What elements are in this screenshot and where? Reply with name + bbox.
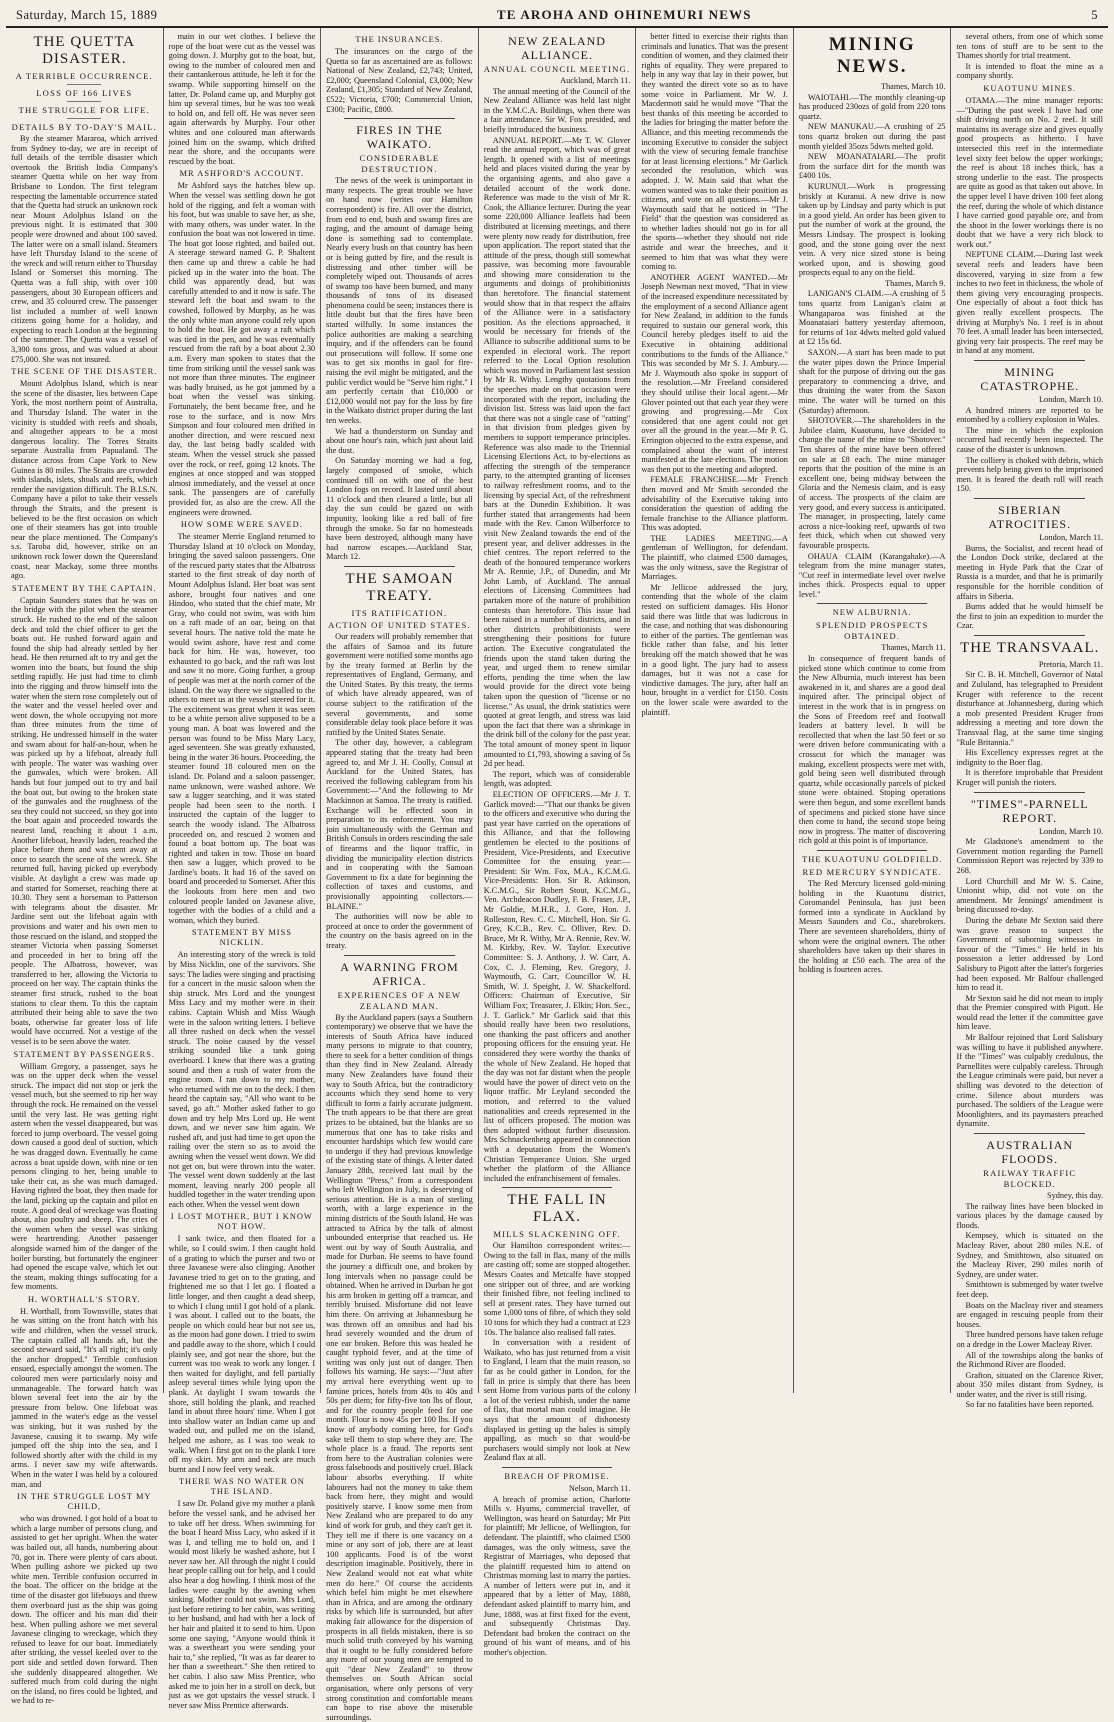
section-heading: I LOST MOTHER, BUT I KNOW NOT HOW. bbox=[169, 1212, 316, 1232]
headline-times-parnell: "TIMES"-PARNELL REPORT. bbox=[956, 797, 1103, 825]
divider bbox=[817, 603, 928, 604]
column-6 bbox=[794, 28, 952, 1393]
section-heading: STATEMENT BY MISS NICKLIN. bbox=[169, 928, 316, 948]
article-paragraph: Our readers will probably remember that the affairs of Samoa and its future government were notified some months ago by the treaty formed at Berlin by the representatives of England, Germany, and the United States. By this treaty, the terms of which have already appeared, was of course subject to the ratification of the several governments, and some considerable delay took place before it was ratified by the United States Senate. bbox=[326, 632, 473, 738]
dateline: London, March 10. bbox=[956, 827, 1103, 837]
dateline: Thames, March 10. bbox=[799, 82, 946, 92]
article-paragraph: Three hundred persons have taken refuge on a dredge in the Lower Macleay River. bbox=[956, 1330, 1103, 1349]
divider bbox=[817, 850, 928, 851]
headline-transvaal: THE TRANSVAAL. bbox=[956, 640, 1103, 657]
article-paragraph: LANIGAN'S CLAIM.—A crushing of 5 tons quartz from Lanigan's claim at Whangaparoa was finished at the Moanataiari battery yesterday afternoon, for returns of 1oz 4dwts melted gold valued at £2 15s 6d. bbox=[799, 289, 946, 347]
article-paragraph: ANOTHER AGENT WANTED.—Mr Joseph Newman next moved, "That in view of the increased expenditure necessitated by the employment of a second Alliance agent for New Zealand, in addition to the funds required to sustain our general work, this Council hereby pledges itself to aid the Executive in obtaining additional contributions to the funds of the Alliance." This was seconded by Mr S. J. Ambury.—Mr J. Waymouth also spoke in support of the resolution.—Mr Freeland considered they should utilise their local agent.—Mr Glover pointed out that each year they were growing and progressing.—Mr Cox considered that one agent could not get over all the ground in the year.—Mr P. G. Errington objected to the extra expense, and complained about the want of interest manifested at the late elections. The motion was then put to the meeting and adopted. bbox=[641, 273, 788, 474]
article-paragraph: His Excellency expresses regret at the indignity to the Boer flag. bbox=[956, 748, 1103, 767]
article-paragraph: In consequence of frequent bands of picked stone which continue to come from the New Alburnia, much interest has been awakened in it, and shares are a good deal inquired after. The principal object of interest in the work that is in progress on the Sons of Freedom reef and footwall leaders at battery level. It will be recollected that when the last 50 feet or so were driven before communicating with a crosscut for which the manager was making, excellent prospects were met with, gold being seen well distributed through quartz, while occasionally parcels of picked stone were obtained. Stoping operations were then begun, and some excellent bands of specimens and picked stone have since then come to hand, the second stope being now in progress. The matter of discovering rich gold at this point is of importance. bbox=[799, 654, 946, 846]
article-paragraph: FEMALE FRANCHISE.—Mr French then moved and Mr Smith seconded the advisability of the Executive taking into consideration the question of adding the female franchise to the Alliance platform. This was adopted. bbox=[641, 475, 788, 533]
page-number: 5 bbox=[1091, 8, 1098, 23]
article-paragraph: Burns, the Socialist, and recent head of the London Dock strike, declared at the meeting in Hyde Park that the Czar of Russia is a murder, and that he is primarily responsible for the horrible condition of affairs in Siberia. bbox=[956, 544, 1103, 602]
article-paragraph: By the steamer Mararoa, which arrived from Sydney to-day, we are in receipt of full details of the terrible disaster which overtook the British India Company's steamer Quetta while on her way from Brisbane to London. The first telegram respecting the lamentable occurrence stated that the Quetta had struck an unknown rock near Mount Adolphus Island on the previous night. It is estimated that 300 people were drowned and about 100 saved. The latter were on a small island. Steamers have left Thursday Island to the scene of the wreck and will return either to Thursday Island or Somerset this morning. The Quetta was a full ship, with over 100 passengers, about 30 European officers and crew, and 35 coloured crew. The passenger list included a number of well known citizens going home for a holiday, and expecting to reach London at the beginning of the summer. The Quetta was a vessel of 3,300 tons gross, and was valued at about £75,000. She was not insured. bbox=[11, 134, 158, 364]
article-paragraph: The colliery is choked with debris, which prevents help being given to the imprisoned men. It is feared the death roll will reach 150. bbox=[956, 456, 1103, 494]
article-paragraph: ELECTION OF OFFICERS.—Mr J. T. Garlick moved:—"That our thanks be given to the officers and executive who during the past year have carried on the operations of this Alliance, and that the following gentlemen be elected to the positions of President, Vice-Presidents, and Executive Committee for the ensuing year:—President: Sir Wm. Fox, M.A., K.C.M.G. Vice-Presidents: Hon. Sir R. Atkinson, K.C.M.G., Sir Robert Stout, K.C.M.G., Ven. Archdeacon Dudley, F. B. Fraser, J.P., Mr Goldie, M.H.R., J. Gore, Hon. J. Rolleston, Rev. C. C. Mitchell, Hon. Sir G. Grey, K.C.B., Rev. C. Olliver, Rev. D. Bruce, Mr R. Withy, Mr A. Rennie, Rev. W. M. Kirkby, Rev. W. Taylor. Executive Committee: S. J. Anthony, J. W. Carr, A. Cox, C. J. Fleming, Rev. Gregory, J. Waymouth, G. Carr, Councillor W. H. Smith, W. J. Speight, J. W. Shackelford. Officers: Chairman of Executive, Sir William Fox; Treasurer, J. Elkin; Hon. Sec., J. T. Garlick." Mr Garlick said that this should really have been two resolutions, one thanking the past officers and another proposing officers for the ensuing year. He considered they were worthy the thanks of the whole of New Zealand. He hoped that the day was not far distant when the people would have the power of direct veto on the liquor traffic. Mr Leyland seconded the motion, and referred to the valued nationalities and creeds represented in the list of officers proposed. The motion was then adopted without further discussion. Mrs Schnackenberg appeared in connection with a deputation from the Women's Christian Temperance Union. She urged whether the platform of the Alliance included the enfranchisement of females. bbox=[484, 790, 631, 1183]
article-paragraph: NEW MANUKAU.—A crushing of 25 tons quartz broken out during the past month yielded 35ozs 5dwts melted gold. bbox=[799, 122, 946, 151]
article-paragraph: By the Auckland papers (says a Southern contemporary) we observe that we have the interests of South Africa have induced many persons to migrate to that country, there to seek for a better condition of things than they find in New Zealand. Already many New Zealanders have found their way to South Africa, but the contradictory accounts which they send home to very difficult to form a fairly accurate judgment. The truth appears to be that there are great prizes to be obtained, but the blanks are so numerous that one has to take risks and encounter hardships which few would care to undergo if they had previous knowledge of the existing state of things. A letter dated January 28th, received last mail by the Wellington "Press," from a correspondent who left Wellington in July, is deserving of serious attention. He is a man of sterling worth, with a large experience in the mining districts of the South Island. He was attracted to Africa by the talk of almost unbounded enterprise that reached us. He went out by way of South Australia, and made for Durban. He seems to have found the journey a difficult one, and broken by long intervals when no passage could be obtained. When he arrived in Durban he got his arm broken in getting off a tramcar, and terribly bruised. Misfortune did not leave him there. On arriving at Johannesburg he was thrown off an omnibus and had his head severely wounded and the drum of one ear broken. Before this was healed he caught typhoid fever, and at the time of writing was only just out of danger. Then follows his warning. He says:—"Just after my arrival here everything went up to famine prices, hotels from 40s to 40s and 50s per diem; for fifty-five ton lbs of flour, and for the country people feed for one month. Flour is now 45s per 100 lbs. If you know of anybody coming here, for God's sake tell them to stop where they are. The whole place is a fraud. The reports sent from here to the Australian colonies were gross falsehoods and positively cruel. Black labour absorbs everything. If white labourers had not the money to take them back from here, they might and would positively starve. I know some men from New Zealand who are prepared to do any kind of work for grub, and they can't get it. They tell me if there is one vacancy on a mine or any sort of job, there are at least 100 applicants. Food is of the worst description imaginable. Positively, there in New Zealand would not eat what white men do here." Of course the accidents which befel him might be met elsewhere than in Africa, and are among the ordinary risks by which life is surrounded, but after making fair allowance for the dispersion of prospects in all fields mistaken, there is so much solid truth conveyed by his warning that it ought to be fully considered before any more of our young men are tempted to quit "dear New Zealand" to throw themselves on South African social organisation, where only persons of very strong constitution and comfortable means can hope to rise above the miserable surroundings. bbox=[326, 1013, 473, 1722]
headline-alliance: NEW ZEALAND ALLIANCE. bbox=[484, 34, 631, 62]
headline-alburnia: NEW ALBURNIA. bbox=[799, 608, 946, 618]
article-paragraph: Mr Jellicoe addressed the jury, contending that the whole of the claim rested on sufficient damages. His Honor said there was little that was ludicrous in the case, and nothing that was dishonouring to either of the parties. The gentleman was fickle rather than false, and his letter breaking off the match showed that he was in a good light. The jury had to assess damages, but it was not a case for vindictive damages. The jury, after half an hour, brought in a verdict for £150. Costs on the lower scale were awarded to the plaintiff. bbox=[641, 583, 788, 717]
article-paragraph: better fitted to exercise their rights than criminals and lunatics. That was the present condition of women, and they claimed their rights of equality. They were prepared to help in any way that lay in their power, but they wanted the direct vote so as to have some voice in Parliament. Mr W. J. Macdermott said he would move "That the best thanks of this meeting be accorded to the ladies for bringing the matter before the Alliance, and this meeting recommends the incoming Executive to consider the subject with the view of securing female franchise for at least licensing elections." Mr Garlick seconded the resolution, which was adopted. J. W. Main said that what the women wanted was to take their position as citizens, and vote on all questions.—Mr J. Waymouth said that he noticed in "The Field" that the question was considered as to whether ladies should not go in for all the sports—whether they should not ride astride and wear the breeches, and it seemed to him that was what they were coming to. bbox=[641, 32, 788, 272]
column-4 bbox=[479, 28, 637, 1393]
article-paragraph: main in our wet clothes. I believe the rope of the boat were cut as the vessel was going down. J. Murphy got to the boat, but, owing to the number of coloured men and their cantankerous attitude, he left it for the swamp. While supporting himself on the latter, Dr. Poland came up, and Murphy got him up several times, but he was too weak to hold on, and fell off. He was never seen again afterwards by Murphy. Four other whites and one coloured man afterwards joined him on the swamp, which drifted near the shore, and the occupants were rescued by the boat. bbox=[169, 32, 316, 166]
dateline: Thames, March 9. bbox=[799, 279, 946, 289]
article-paragraph: Boats on the Macleay river and steamers are engaged in rescuing people from their houses. bbox=[956, 1301, 1103, 1330]
dateline: Sydney, this day. bbox=[956, 1191, 1103, 1201]
column-5 bbox=[636, 28, 794, 1393]
headline-breach: BREACH OF PROMISE. bbox=[484, 1472, 631, 1482]
divider bbox=[344, 955, 455, 956]
column-3 bbox=[321, 28, 479, 1393]
article-paragraph: Lord Churchill and Mr W. S. Caine, Unionist whip, did not vote on the amendment. Mr Jennings' amendment is being discussed to-day. bbox=[956, 877, 1103, 915]
columns bbox=[6, 28, 1108, 1393]
article-paragraph: OHAUA CLAIM (Karangahake).—A telegram from the mine manager states, "Cut reef in intermediate level over twelve inches thick. Prospects equal to upper level." bbox=[799, 552, 946, 600]
article-paragraph: Grafton, situated on the Clarence River, about 350 miles distant from Sydney, is under water, and the river is still rising. bbox=[956, 1371, 1103, 1400]
subhead: ACTION OF UNITED STATES. bbox=[326, 620, 473, 631]
headline-mining-news: MINING NEWS. bbox=[799, 34, 946, 78]
column-1 bbox=[6, 28, 164, 1393]
section-heading: THERE WAS NO WATER ON THE ISLAND. bbox=[169, 1477, 316, 1497]
subhead: RED MERCURY SYNDICATE. bbox=[799, 867, 946, 878]
dateline: London, March 10. bbox=[956, 395, 1103, 405]
section-heading: THE SCENE OF THE DISASTER. bbox=[11, 367, 158, 377]
headline-africa: A WARNING FROM AFRICA. bbox=[326, 960, 473, 988]
divider bbox=[67, 101, 101, 102]
section-heading: STATEMENT BY THE CAPTAIN. bbox=[11, 584, 158, 594]
article-paragraph: SAXON.—A start has been made to put the water pipes down the Prince Imperial shaft for the purpose of driving out the gas preparatory to commencing a drive, and thus draining the water from the Saxon mine. The water will be turned on this (Saturday) afternoon. bbox=[799, 348, 946, 415]
subhead: ITS RATIFICATION. bbox=[326, 608, 473, 619]
article-paragraph: Mr Gladstone's amendment to the Government motion regarding the Parnell Commission Report was rejected by 339 to 268. bbox=[956, 837, 1103, 875]
headline-quetta: THE QUETTA DISASTER. bbox=[11, 34, 158, 68]
article-paragraph: William Gregory, a passenger, says he was on the upper deck when the vessel struck. The impact did not stop or jerk the vessel much, but she seemed to rip her way through the rock. He remained on the vessel until the very last. He was getting right astern when the vessel disappeared, but was forced to jump overboard. The vessel going down caused a good deal of suction, which he was dragged down. Eventually he came across a boat upside down, with nine or ten persons clinging to her, being unable to take their cat, as she was much damaged. Having righted the boat, they then made for the land, picking up the captain and pilot en route. A good deal of wreckage was floating about, also poultry and sheep. The cries of the women when the vessel was sinking were heartrending. Another passenger alongside warned him of the danger of the boiler bursting, but fortunately the engineer had opened the escape valve, which let out the steam, making things suffocating for a few moments. bbox=[11, 1062, 158, 1292]
subhead: RAILWAY TRAFFIC BLOCKED. bbox=[956, 1168, 1103, 1190]
section-heading: H. WORTHALL'S STORY. bbox=[11, 1295, 158, 1305]
article-paragraph: The annual meeting of the Council of the New Zealand Alliance was held last night in the Y.M.C.A. Buildings, when there was a fair attendance. Sir W. Fox presided, and briefly introduced the business. bbox=[484, 87, 631, 135]
article-paragraph: So far no fatalities have been reported. bbox=[956, 1400, 1103, 1410]
divider bbox=[974, 498, 1085, 499]
dateline: London, March 11. bbox=[956, 533, 1103, 543]
section-heading: MR ASHFORD'S ACCOUNT. bbox=[169, 169, 316, 179]
article-paragraph: The other day, however, a cablegram appeared stating that the treaty had been agreed to, and Mr J. H. Coolly, Consul at Auckland for the United States, has received the following cablegram from his Government:—"And the following to Mr Mackinnon at Samoa. The treaty is ratified. Exchange will be effected soon in preparation to its enforcement. You may join simultaneously with the German and British Consuls in orders rescinding the sale of firearms and the liquor traffic, in dividing the municipality election districts and in cooperating with the Samoan Government to fix a date for beginning the collection of taxes and customs, and provisionally appointing collectors.—BLAINE." bbox=[326, 738, 473, 911]
article-paragraph: SHOTOVER.—The shareholders in the Jubilee claim, Kuaotunu, have decided to change the name of the mine to "Shotover." Ten shares of the mine have been offered on sale at £8 each. The mine manager reports that the position of the mine is an excellent one, being midway between the Gloria and the Nemesis claim, and is easy of access. The prospects of the claim are very good, and every success is anticipated. The manager, in prospecting, lately came across a nice-looking reef, upwards of two feet thick, which when cut showed very favourable prospects. bbox=[799, 416, 946, 550]
dateline: Pretoria, March 11. bbox=[956, 660, 1103, 670]
divider bbox=[344, 118, 455, 119]
article-paragraph: Kempsey, which is situated on the Macleay River, about 280 miles N.E. of Sydney, and Smithtown, also situated on the Macleay River, 290 miles north of Sydney, are under water. bbox=[956, 1231, 1103, 1279]
article-paragraph: The authorities will now be able to proceed at once to order the government of the country on the basis agreed on in the treaty. bbox=[326, 912, 473, 950]
divider bbox=[974, 360, 1085, 361]
section-heading: HOW SOME WERE SAVED. bbox=[169, 520, 316, 530]
article-paragraph: Mount Adolphus Island, which is near the scene of the disaster, lies between Cape York, the most northern point of Australia, and Thursday Island. The water in the vicinity is studded with reefs and shoals, and altogether appears to be a most dangerous locality. The Torres Straits separate Australia from Papualand. The distance across from Cape York to New Guinea is 80 miles. The Straits are crowded with islands, islets, shoals and reefs, which render the navigation difficult. The B.I.S.N. Company have a pilot to take their vessels through the Straits, and the present is believed to be the first occasion on which one of their steamers has got into trouble near the place mentioned. The Company's s.s. Taroba did, however, strike on an unknown rock lower down the Queensland coast, near Mackay, some three months ago. bbox=[11, 379, 158, 580]
article-paragraph: Mr Ashford says the hatches blew up. When the vessel was settling down he got hold of the rigging, and felt a woman with his foot, but was unable to save her, as she, with many others, was under water. In the confusion the boat was not lowered in time. The boat got loose righted, and bailed out. A steerage steward named G. P. Shaltent then came up and threw a cable he had picked up in the water into the boat. The child was apparently dead, but was carefully attended to and it now is safe. The steward left the boat and swam to the cowshed, followed by Murphy, as he was the only white man anyone could rely upon to hold the boat. He got away a raft which was tied in the pen, and he was eventually rescued from the raft by a boat about 2.30 a.m. Every man spoken to states that the time from striking until the vessel sank was not more than three minutes. The engineer was badly bruised, as he got jammed by a boat when the vessel was sinking. Fortunately, the bent became free, and he rose to the surface, and is now Mrs Simpson and four coloured men drifted in another direction, and were rescued next day, the last being badly scalded with steam. When the vessel struck she passed over the rock, or reef, going 12 knots. The engines at once stopped and was stopped almost immediately, and the vessel at once sank. The passengers are of carefully provided for, as also are the crew. All the engineers were drowned. bbox=[169, 181, 316, 517]
article-paragraph: On Saturday morning we had a fog, largely composed of smoke, which continued till on with one of the best London fogs on record. It lasted until about 11 o'clock and then cleared a little, but all day the sun could be gazed on with impunity, looking like a red ball of fire through the smoke. So far no homesteads have been destroyed, although many have had narrow escapes.—Auckland Star, March 12. bbox=[326, 456, 473, 562]
article-paragraph: A hundred miners are reported to be entombed by a colliery explosion in Wales. bbox=[956, 406, 1103, 425]
section-heading: STATEMENT BY PASSENGERS. bbox=[11, 1050, 158, 1060]
article-paragraph: An interesting story of the wreck is told by Miss Nicklin, one of the survivors. She says: The ladies were singing and practising for a concert in the music saloon when the ship struck. Mrs Lord and the youngest Miss Lacy and my mother were in their cabins. Captain Whish and Miss Waugh were in the saloon writing letters. I believe all three rushed on deck when the vessel struck. The noise caused by the vessel striking sounded like a tank going overboard. I knew that there was a grating sound and then a rush of water from the engine room. I ran down to my mother, who returned with me on to the deck. I then heard the captain say, "All who want to be saved, go aft." Mother asked father to go down and try help Mrs Lord up. He went down, and we never saw him again. We rushed aft, and just had time to get upon the railing over the stern so as to avoid the awning when the vessel went down. We did not get on, but were thrown into the water. The vessel went down suddenly at the last moment, leaving nearly 200 people all huddled together in the water trending upon each other. When the vessel went down bbox=[169, 950, 316, 1209]
article-paragraph: Mr Sexton said he did not mean to imply that the Premier conspired with Pigott. He would read the letter if the committee gave him leave. bbox=[956, 994, 1103, 1032]
divider bbox=[502, 1187, 613, 1188]
article-paragraph: The news of the week is unimportant in many respects. The great trouble we have on hand now (writes our Hamilton correspondent) is fire. All over the district, from end to end, bush and swamp fires are raging, and the amount of damage being done is something sad to contemplate. Nearly every bush on that country has been or is being gutted by fire, and the result is distressing and other timber will be completely wiped out. Thousands of acres of swamp too have been burned, and many thousands of tons of its diseased phenomena could be seen; instances there is little doubt but that the fires have been started wilfully. In some instances the police authorities are making a searching inquiry, and if the offenders can be found out prosecutions will follow. If some one was to get six months in gaol for fire-raising the evil might be mitigated, and the public verdict would be "Serve him right." I am perfectly certain that £10,000 or £12,000 would not pay for the loss by fire in the Waikato district proper during the last ten weeks. bbox=[326, 176, 473, 425]
article-paragraph: who was drowned. I got hold of a boat to which a large number of persons clung, and assisted to get her upright. When the water was bailed out, all hands, numbering about 70, got in. There were plenty of cars about. When pulling ashore we picked up two white men. Terrible confusion occurred in the boat. The officer on the bridge at the time of the disaster got lifebuoys and threw them overboard just as the ship was going down. The officer and his man did their best. When pulling ashore we met several Javanese clinging to wreckage, which they refused to leave for our boat. Immediately after striking, the vessel keeled over to the port side and settled down forward. Then she suddenly disappeared altogether. We suffered much from cold during the night on the island, no fires could be lighted, and we had to re- bbox=[11, 1514, 158, 1706]
article-paragraph: The report, which was of considerable length, was adopted. bbox=[484, 770, 631, 789]
dateline: Nelson, March 11. bbox=[484, 1484, 631, 1494]
article-paragraph: several others, from one of which some ten tons of stuff are to be sent to the Thames shortly for trial treatment. bbox=[956, 32, 1103, 61]
subhead: LOSS OF 166 LIVES bbox=[11, 88, 158, 99]
article-paragraph: Smithtown is submerged by water twelve feet deep. bbox=[956, 1280, 1103, 1299]
divider bbox=[502, 1467, 613, 1468]
headline-siberian: SIBERIAN ATROCITIES. bbox=[956, 503, 1103, 531]
divider bbox=[67, 84, 101, 85]
article-paragraph: It is therefore improbable that President Kruger will punish the rioters. bbox=[956, 768, 1103, 787]
article-paragraph: KURUNUI.—Work is progressing briskly at Kuranui. A new drive is now taken up by Lindsay and party which is put in a good yield. An order has been given to put the number of work at the ground, the Messrs Lindsay. The prospect is looking good, and the stone going over the next vein. A very nice sized stone is being worked upon, and is showing good prospects equal to any on the field. bbox=[799, 182, 946, 278]
divider bbox=[344, 566, 455, 567]
column-7 bbox=[951, 28, 1108, 1393]
headline-catastrophe: MINING CATASTROPHE. bbox=[956, 365, 1103, 393]
article-paragraph: Burns added that he would himself be the first to join an expedition to murder the Czar. bbox=[956, 602, 1103, 631]
issue-date: Saturday, March 15, 1889 bbox=[16, 8, 157, 23]
dateline: Thames, March 11. bbox=[799, 643, 946, 653]
divider bbox=[974, 1133, 1085, 1134]
section-heading: THE INSURANCES. bbox=[326, 35, 473, 45]
article-paragraph: It is intended to float the mine as a company shortly. bbox=[956, 62, 1103, 81]
subhead: EXPERIENCES OF A NEW ZEALAND MAN. bbox=[326, 990, 473, 1012]
paper-title: TE AROHA AND OHINEMURI NEWS bbox=[497, 7, 752, 23]
article-paragraph: The mine in which the explosion occurred had recently been inspected. The cause of the disaster is unknown. bbox=[956, 426, 1103, 455]
article-paragraph: Our Hamilton correspondent writes:—Owing to the fall in flax, many of the mills are casting off; some are stopped altogether. Messrs Coates and Metcalfe have stopped one stripper out of three, and are working their finished fibre, not feeling inclined to sell at present rates. They have turned out some 1,000 tons of fibre, of which they sold 10 tons for which they had a contract at £23 10s. The balance also realised fall rates. bbox=[484, 1241, 631, 1337]
section-heading: IN THE STRUGGLE LOST MY CHILD, bbox=[11, 1492, 158, 1512]
article-paragraph: Captain Saunders states that he was on the bridge with the pilot when the steamer struck. He rushed to the end of the saloon deck and told the chief officer to get the boats out. He rushed forward again and found the ship had already settled by her head. He then returned aft to try and get the women into the boats, but found the ship settling rapidly. He just had time to climb into the rigging and throw himself into the water when the stern rose completely out of the water and the vessel heeled over and went down, the whole occupying not more than three minutes from the time of striking. He undressed himself in the water and swam about for half-an-hour, when he was picked up by a lifeboat, already full with people. The water was washing over the gunwales, which were broken. All hands but four jumped out to try and bail the boat out, but owing to the broken state of the gunwales and the roughness of the sea they could not succeed, so they got into the boat again and proceeded towards the nearest land, reaching it about 1 a.m. Another lifeboat, heavily laden, reached the place before them and was sent away at once to search the scene of the wreck. She returned full, having picked up everybody visible. At daylight a crew was made up and started for Somerset, reaching there at 10.30. They sent a horseman to Patterson with telegrams about the disaster. Mr Jardine sent out the lifeboat again with provisions and water and his own men to those rescued on the island, and stopped the steamer Victoria when passing Somerset and proceeded in her to bring off the people. The Albatross, however, was transferred to her, allowing the Victoria to proceed on her way. The captain thinks the steamer first struck, rushed to the boat stations to clear them. To this the captain attributed their being able to save the two boats, otherwise far greater loss of life would have occurred. Not a vestige of the vessel is to be seen above the water. bbox=[11, 596, 158, 1047]
article-paragraph: ANNUAL REPORT.—Mr T. W. Glover read the annual report, which was of great length. It opened with a list of meetings held and places visited during the year by the organising agents, and also gave a detailed account of the work done. Reference was made to the visit of Mr R. Cook, the Alliance lecturer. During the year some 220,000 Alliance leaflets had been distributed at licensing meetings, and there were plenty now ready for distribution, free upon application. The report stated that the attitude of the press, though still somewhat passive, was becoming more favourable and showing more consideration to the arguments and doings of prohibitionists than heretofore. The financial statement would show that in that respect the affairs of the Alliance were in a satisfactory position. As the elections approached, it would be necessary for friends of the Alliance to subscribe additional sums to be expended in electoral work. The report referred to the Local Option resolution which was moved in Parliament last session by Mr R. Withy. Lengthy quotations from the speeches made on that occasion were incorporated with the report, including the division list. Stress was laid upon the fact that there was not a single case of "ratting" in that division from pledges given by members to support temperance principles. Reference was also made to the Triennial Licensing Elections Act, to by-elections as affecting the strength of the temperance party, to the attempted granting of licenses to railway refreshment rooms, and to the licensing by special Act, of the refreshment bars at the Dunedin Exhibition. It was further stated that arrangements had been made with the Rev. Canon Wilberforce to visit New Zealand towards the end of the present year, and deliver addresses in the chief centres. The report referred to the death of the honoured temperance workers Mr A. Rennie, J.P., of Dunedin, and Mr John Lamb, of Auckland. The annual elections of Licensing Committees had partaken more of the nature of prohibition contests than heretofore. This issue had been raised in a number of districts, and in other districts prohibitionists were strengthening their positions for future action. The Executive congratulated the friends upon the stand taken during the year, and urged them to renew similar efforts, pending the time when the law would provide for the direct vote being taken upon the question of "license or no license." As usual, the drink statistics were quoted at great length, and stress was laid upon the fact that there was a shrinkage in the drink bill of the colony for the past year. The total amount of money spent in liquor amounted to £1,793, showing a saving of 5s 2d per head. bbox=[484, 136, 631, 769]
divider bbox=[974, 792, 1085, 793]
article-paragraph: The steamer Merrie England returned to Thursday Island at 10 o'clock on Monday, bringing the saved saloon passengers. One of the rescued party states that the Albatross started to the first streak of day north of Mount Adolphus Island. Her boat was sent ashore, brought four natives and one Hindoo, who stated that the chief mate, Mr Gray, who could not swim, was with him on a raft made of an oar, being on that several hours. The native told the mate he would swim ashore, have rest and come back for him. He was, however, too exhausted to go back, and the raft was lost and saw it no more. Going further, a group of people was met at the north corner of the island. On the way there we signalled to the others to meet us at the vessel steered for it. The excitement was great when it was seen to be a white person alive supposed to be a young man. A boat was lowered and the person was found to be Miss Mary Lacy, aged seventeen. She was greatly exhausted, being in the water 36 hours. Proceeding, the steamer found 18 coloured men on the island. Dr. Poland and a saloon passenger, name unknown, were washed ashore. We saw a lugger searching, and it was stated people had been seen to the north. I instructed the captain of the lugger to search the woody island. The Albatross proceeded on, and rescued 2 women and found a boat bottom up. The boat was righted and taken in tow. Those on board then saw a lugger, which proved to be Jardine's boats. It had 16 of the saved on board and proceeded to Somerset. After this the lookouts from here men and two coloured people landed on Javanese alive, together with the bodies of a child and a woman, which they buried. bbox=[169, 532, 316, 925]
subhead: CONSIDERABLE DESTRUCTION. bbox=[326, 153, 473, 175]
headline-fires: FIRES IN THE WAIKATO. bbox=[326, 123, 473, 151]
article-paragraph: In conversation with a resident of Waikato, who has just returned from a visit to England, I learn that the main reason, so far as he could gather in London, for the fall in price is simply that there has been sent Home from various parts of the colony a lot of the veriest rubbish, under the name of flax, that mortal man could imagine. He says that the amount of dishonesty displayed in getting up the bales is simply appalling, as much so that would-be purchasers would simply not look at New Zealand flax at all. bbox=[484, 1338, 631, 1463]
headline-samoan: THE SAMOAN TREATY. bbox=[326, 571, 473, 605]
article-paragraph: Sir C. B. H. Mitchell, Governor of Natal and Zululand, has telegraphed to President Kruger with reference to the recent disturbance at Johannesberg, during which a mob presented President Kruger from addressing a meeting and tore down the Transvaal flag, at the same time singing "Rule Britannia." bbox=[956, 670, 1103, 747]
subhead: THE STRUGGLE FOR LIFE. bbox=[11, 105, 158, 116]
article-paragraph: All of the townships along the banks of the Richmond River are flooded. bbox=[956, 1351, 1103, 1370]
column-2 bbox=[164, 28, 322, 1393]
article-paragraph: THE LADIES MEETING.—A gentleman of Wellington, for defendant. The plaintiff, who claimed £500 damages, was the only witness, save the Registrar of Marriages. bbox=[641, 534, 788, 582]
subhead: SPLENDID PROSPECTS OBTAINED. bbox=[799, 620, 946, 642]
article-paragraph: I saw Dr. Poland give my mother a plank before the vessel sank, and he advised her to take off her dress. When swimming for the boat I heard Miss Lacy, who asked if it was I, and telling me to hold on, and I would most likely be washed ashore, but I never saw her. All through the night I could hear people calling out for help, and I could also hear a dog howling. I think most of the ladies were caught by the awning when sinking. Mother could not swim. Mrs Lord, just before retiring to her cabin, was writing to her husband, and had with her a lock of her hair and plaited it to send to him. Upon some one saying, "Anyone would think it was a sweetheart you were sending your hair to," she replied, "It was as far dearer to her than a sweetheart." She then retired to her cabin. I also saw Miss Prentice, who asked me to join her in a stroll on deck, but just as we got upstairs the vessel struck. I never saw Miss Prentice afterwards. bbox=[169, 1499, 316, 1710]
article-paragraph: Mr Balfour rejoined that Lord Salisbury was willing to have it published anywhere. If the "Times" was culpably credulous, the Parnellites were culpably careless. Through the League criminals were paid, but never a shilling was devoted to the detection of crime. Silence about murders was purchased. The soldiers of the League were Moonlighters, and its paymasters preached dynamite. bbox=[956, 1033, 1103, 1129]
headline-flax: THE FALL IN FLAX. bbox=[484, 1192, 631, 1226]
article-paragraph: During the debate Mr Sexton said there was grave reason to suspect the Government of suborning witnesses in favour of the "Times." He held in his possession a letter addressed by Lord Salisbury to Pigott after the latter's forgeries had been exposed. Mr Balfour challenged him to read it. bbox=[956, 916, 1103, 993]
subhead: DETAILS BY TO-DAY'S MAIL. bbox=[11, 122, 158, 133]
divider bbox=[974, 635, 1085, 636]
article-paragraph: The insurances on the cargo of the Quetta so far as ascertained are as follows: National of New Zealand, £2,743; United, £2,000; Queensland Colonial, £3,000; New Zealand, £1,305; Standard of New Zealand, £522; Victoria, £700; Commercial Union, £300; Pacific, £800. bbox=[326, 47, 473, 114]
section-heading: KUAOTUNU MINES. bbox=[956, 84, 1103, 94]
article-paragraph: OTAMA.—The mine manager reports:—"During the past week I have had one shift driving north on No. 2 reef. It still maintains its average size and gives equally good prospects as hitherto. I have intersected this reef in the intermediate level sixty feet below the upper workings; the reef is about 18 inches thick, has a strong underlie to the east. The prospects are quite as good as that taken out above. In the upper level I have driven 100 feet along the reef, during the whole of which distance I have carried good payable ore, and from the shoot in the lower workings there is no doubt that we have a very rich block to work out." bbox=[956, 96, 1103, 250]
article-paragraph: A breach of promise action, Charlotte Mills v. Hyams, commercial traveller, of Wellington, was heard on Saturday; Mr Pitt for plaintiff; Mr Jellicoe, of Wellington, for defendant. The plaintiff, who claimed £500 damages, was the only witness, save the Registrar of Marriages, who deposed that the plaintiff requested him to attend on Christmas morning last to marry the parties. A number of letters were put in, and it appeared that by a letter of May, 1888, defendant asked plaintiff to marry him, and June, 1888, was at first fixed for the event, and subsequently Christmas Day. Defendant had broken the contract on the ground of his want of means, and of his mother's objection. bbox=[484, 1495, 631, 1658]
masthead bbox=[6, 4, 1108, 28]
article-paragraph: I sank twice, and then floated for a while, so I could swim. I then caught hold of a grating to which the purser and two or three Javanese were also clinging. Another Javanese tried to get on to the grating, and frightened me so that I let go. I floated a little longer, and then caught a dead sheep, to which I clung until I got hold of a plank. I was about. I called out to the boats, the people on which could hear but not see us, as the moon had gone down. I tried to swim and paddle away to the shore, which I could plainly see, and got near the shore, but the current was too weak to work any longer. I then waited for daylight, and fell partially asleep several times while lying upon the plank. At daylight I swam towards the shore, still holding the plank, and reached land in about three hours' time. When I got into shallow water an Indian came up and waded out, and pulled me on the island, helped me ashore, as I was too weak to walk. When I first got on to the plank I tore off my skirt. My arm and neck are much burnt and I now feel very weak. bbox=[169, 1234, 316, 1474]
subhead: ANNUAL COUNCIL MEETING. bbox=[484, 64, 631, 75]
article-paragraph: The railway lines have been blocked in various places by the damage caused by floods. bbox=[956, 1202, 1103, 1231]
headline-kuaotunu: THE KUAOTUNU GOLDFIELD. bbox=[799, 855, 946, 865]
article-paragraph: We had a thunderstorm on Sunday and about one hour's rain, which just about laid the dust. bbox=[326, 427, 473, 456]
article-paragraph: H. Worthall, from Townsville, states that he was sitting on the front hatch with his wife and children, when the vessel struck. The captain called all hands aft, but the second steward said, "It's all right; it's only the anchor dropped." Terrible confusion ensued, especially amongst the women. The coloured men were particularly noisy and unmanageable. The forward hatch was blown several feet into the air by the pressure from below. One lifeboat was jammed in the water's edge as the vessel was sinking, but it was rushed by the Javanese, causing it to swamp. My wife jumped off the ship into the sea, and I followed shortly after with the child in my arms. I never saw my wife afterwards. When in the water I was held by a coloured man, and bbox=[11, 1307, 158, 1489]
dateline: Auckland, March 11. bbox=[484, 76, 631, 86]
headline-floods: AUSTRALIAN FLOODS. bbox=[956, 1138, 1103, 1166]
article-paragraph: NEPTUNE CLAIM.—During last week several reefs and leaders have been discovered, varying in size from a few inches to two feet in thickness, the whole of them giving very encouraging prospects. One especially of about a foot thick has given really excellent prospects. The driving at Murphy's No. 1 reef is in about 70 feet. A small leader has been intersected, giving very fair prospects. The reef may be in hand at any moment. bbox=[956, 250, 1103, 356]
subhead: MILLS SLACKENING OFF. bbox=[484, 1229, 631, 1240]
subhead: A TERRIBLE OCCURRENCE. bbox=[11, 71, 158, 82]
article-paragraph: WAIOTAHI.—The monthly cleaning-up has produced 230ozs of gold from 220 tons quartz. bbox=[799, 93, 946, 122]
article-paragraph: NEW MOANATAIARI.—The profit from the surface dirt for the month was £400 10s. bbox=[799, 152, 946, 181]
divider bbox=[67, 118, 101, 119]
article-paragraph: The Red Mercury licensed gold-mining holding in the Kuaotunu district, Coromandel Peninsula, has just been formed into a syndicate in Auckland by Messrs Saunders and Co., sharebrokers. There are seventeen shareholders, thirty of whom were the original owners. The other shareholders have taken up their shares in the holding at £50 each. The area of the holding is fourteen acres. bbox=[799, 879, 946, 975]
